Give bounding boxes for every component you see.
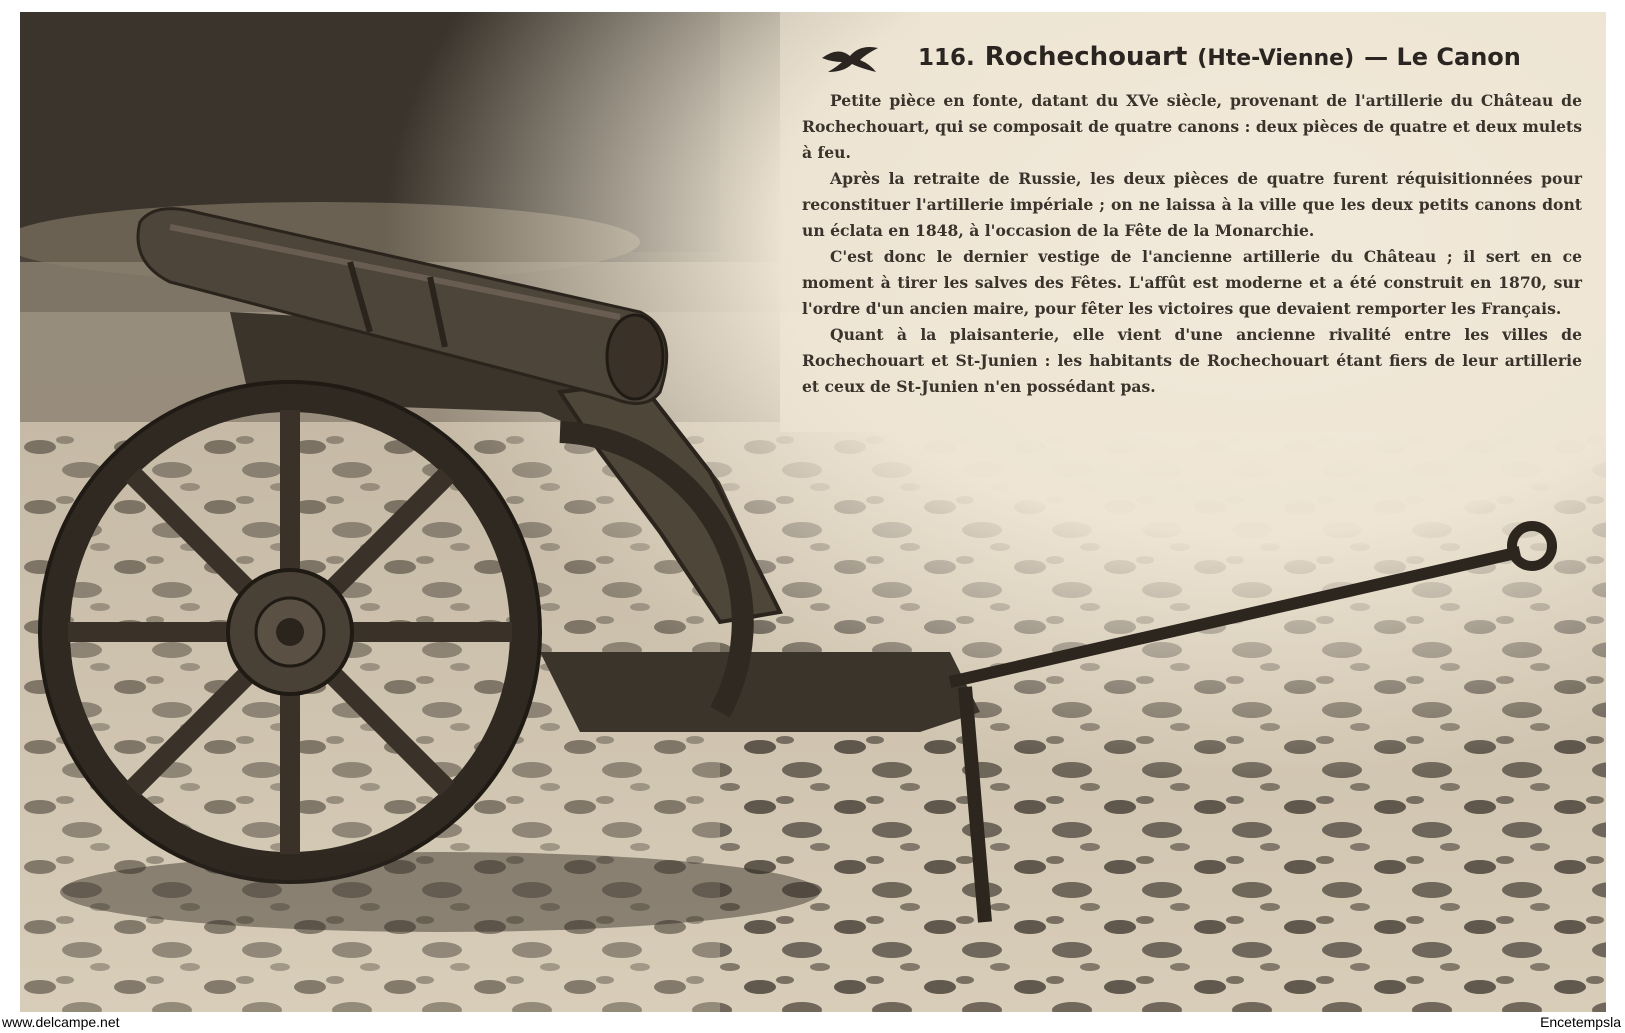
- caption-body: [802, 88, 1582, 400]
- paragraph-4: Quant à la plaisanterie, elle vient d'une ancienne rivalité entre les villes de Rochechouart et St-Junien : les habitants de Rochechouart étant fiers de leur artillerie et ceux de St-Junien n'en possédant pas.: [802, 325, 1582, 396]
- seller-name[interactable]: Encetempsla: [1540, 1014, 1621, 1030]
- region-name: (Hte-Vienne): [1197, 46, 1355, 71]
- paragraph-2: Après la retraite de Russie, les deux pièces de quatre furent réquisitionnées pour reconstituer l'artillerie impériale ; on ne laissa à la ville que les deux petits canons dont un éclata en 1848, à l'occasion de la Fête de la Monarchie.: [802, 169, 1582, 240]
- swallow-logo-icon: [820, 42, 880, 76]
- subject-name: — Le Canon: [1364, 43, 1521, 71]
- caption-title: [820, 42, 1582, 76]
- paragraph-3: C'est donc le dernier vestige de l'ancienne artillerie du Château ; il sert en ce moment à tirer les salves des Fêtes. L'affût est moderne et a été construit en 1870, sur l'ordre d'un ancien maire, pour fêter les victoires que devaient remporter les Français.: [802, 247, 1582, 318]
- caption-panel: [802, 42, 1582, 400]
- card-number: 116.: [918, 45, 975, 71]
- postcard: [20, 12, 1606, 1012]
- footer: [0, 1012, 1625, 1033]
- source-watermark[interactable]: www.delcampe.net: [2, 1014, 120, 1030]
- paragraph-1: Petite pièce en fonte, datant du XVe siècle, provenant de l'artillerie du Château de Rochechouart, qui se composait de quatre canons : deux pièces de quatre et deux mulets à feu.: [802, 91, 1582, 162]
- place-name: Rochechouart: [984, 42, 1188, 72]
- wheel: [40, 382, 540, 882]
